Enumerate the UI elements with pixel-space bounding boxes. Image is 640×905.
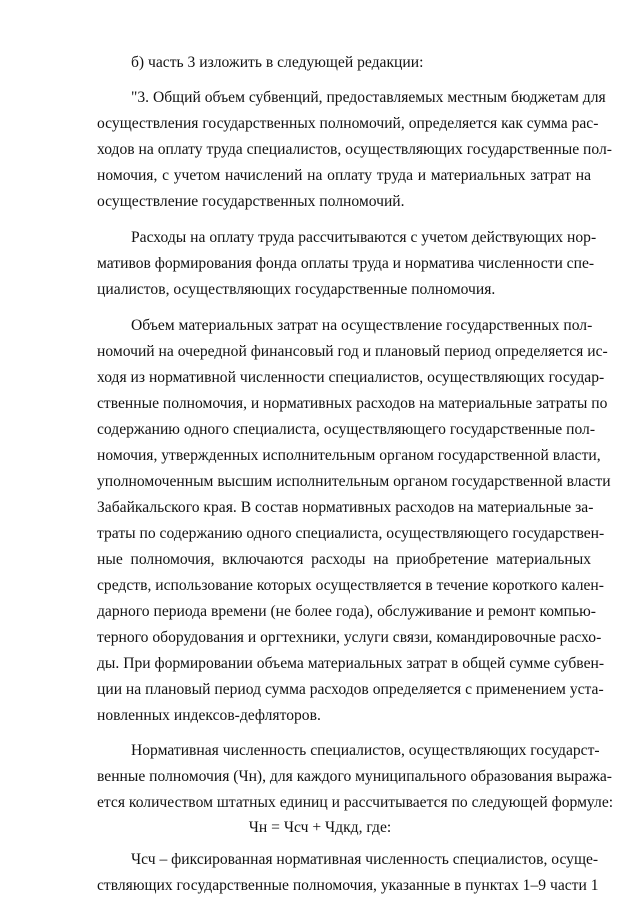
text-line: ходя из нормативной численности специалистов, осуществляющих государ- xyxy=(97,369,605,386)
text-line: Расходы на оплату труда рассчитываются с учетом действующих нор- xyxy=(131,229,597,246)
text-line: осуществление государственных полномочий. xyxy=(97,193,405,210)
text-line: венные полномочия (Чн), для каждого муниципального образования выража- xyxy=(97,768,612,785)
text-line: ственные полномочия, и нормативных расходов на материальные затраты по xyxy=(97,395,608,412)
text-line: Забайкальского края. В состав нормативных расходов на материальные за- xyxy=(97,499,594,516)
text-line: средств, использование которых осуществляется в течение короткого кален- xyxy=(97,577,604,594)
text-line: Чсч – фиксированная нормативная численность специалистов, осуще- xyxy=(131,851,599,868)
text-line: номочия, утвержденных исполнительным органом государственной власти, xyxy=(97,447,601,464)
text-line: ции на плановый период сумма расходов определяется с применением уста- xyxy=(97,681,604,698)
text-line: номочий на очередной финансовый год и плановый период определяется ис- xyxy=(97,343,608,360)
formula: Чн = Чсч + Чдкд, где: xyxy=(248,819,392,836)
text-line: новленных индексов-дефляторов. xyxy=(97,707,321,724)
text-line: осуществления государственных полномочий, определяется как сумма рас- xyxy=(97,115,599,132)
text-line: ствляющих государственные полномочия, указанные в пунктах 1–9 части 1 xyxy=(97,877,599,894)
text-line: терного оборудования и оргтехники, услуги связи, командировочные расхо- xyxy=(97,629,602,646)
text-line: циалистов, осуществляющих государственные полномочия. xyxy=(97,281,496,298)
text-line: б) часть 3 изложить в следующей редакции: xyxy=(131,54,424,71)
text-line: номочия, с учетом начислений на оплату труда и материальных затрат на xyxy=(97,167,591,184)
text-line: мативов формирования фонда оплаты труда и норматива численности спе- xyxy=(97,255,595,272)
text-line: ходов на оплату труда специалистов, осуществляющих государственные пол- xyxy=(97,141,612,158)
text-line: дарного периода времени (не более года), обслуживание и ремонт компью- xyxy=(97,603,596,620)
text-line: Объем материальных затрат на осуществление государственных пол- xyxy=(131,317,593,334)
text-line: траты по содержанию одного специалиста, осуществляющего государствен- xyxy=(97,525,605,542)
text-line: "3. Общий объем субвенций, предоставляемых местным бюджетам для xyxy=(131,89,606,106)
text-line: Нормативная численность специалистов, осуществляющих государст- xyxy=(131,742,600,759)
text-line: содержанию одного специалиста, осуществляющего государственные пол- xyxy=(97,421,596,438)
text-line: ные полномочия, включаются расходы на приобретение материальных xyxy=(97,551,591,568)
text-line: ется количеством штатных единиц и рассчитывается по следующей формуле: xyxy=(97,794,614,811)
text-line: уполномоченным высшим исполнительным органом государственной власти xyxy=(97,473,611,490)
text-line: ды. При формировании объема материальных затрат в общей сумме субвен- xyxy=(97,655,605,672)
